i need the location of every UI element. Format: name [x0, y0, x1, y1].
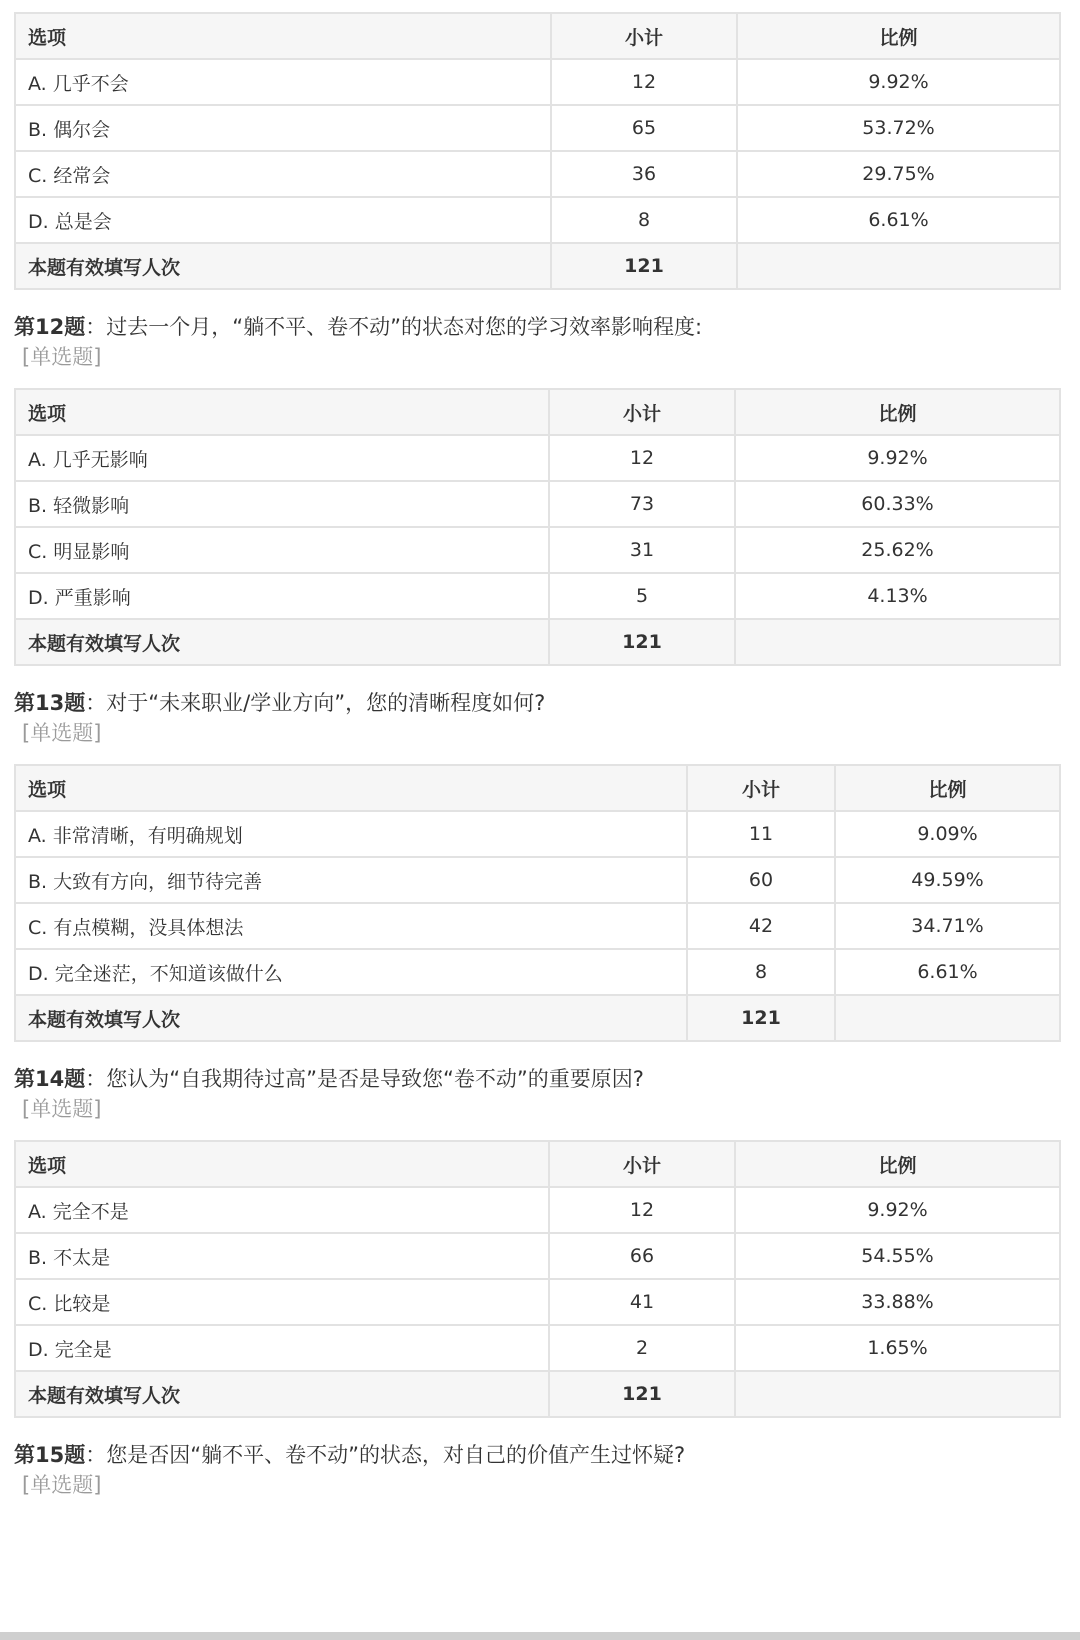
header-ratio: 比例	[735, 389, 1060, 435]
option-ratio: 33.88%	[735, 1279, 1060, 1325]
option-label: C. 经常会	[15, 151, 551, 197]
table-row	[15, 573, 1060, 619]
option-ratio: 9.92%	[737, 59, 1060, 105]
question-text: 您是否因“躺不平、卷不动”的状态，对自己的价值产生过怀疑?	[106, 1443, 686, 1467]
option-count: 36	[551, 151, 737, 197]
total-count: 121	[551, 243, 737, 289]
total-label: 本题有效填写人次	[15, 619, 549, 665]
results-table-q12	[14, 388, 1061, 666]
option-ratio: 4.13%	[735, 573, 1060, 619]
question-colon: ：	[85, 691, 107, 715]
question-text: 过去一个月，“躺不平、卷不动”的状态对您的学习效率影响程度:	[106, 315, 703, 339]
question-type: [单选题]	[22, 721, 102, 745]
option-count: 42	[687, 903, 835, 949]
table-total-row	[15, 995, 1060, 1041]
results-table-q14	[14, 1140, 1061, 1418]
option-label: D. 总是会	[15, 197, 551, 243]
option-count: 8	[551, 197, 737, 243]
option-label: C. 有点模糊，没具体想法	[15, 903, 687, 949]
table-row	[15, 1279, 1060, 1325]
question-number: 第12题	[14, 315, 86, 339]
option-ratio: 9.09%	[835, 811, 1060, 857]
question-type: [单选题]	[22, 1473, 102, 1497]
total-label: 本题有效填写人次	[15, 243, 551, 289]
total-count: 121	[549, 619, 735, 665]
option-label: D. 严重影响	[15, 573, 549, 619]
table-row	[15, 1187, 1060, 1233]
bottom-divider-bar	[0, 1632, 1080, 1640]
total-ratio-empty	[835, 995, 1060, 1041]
header-count: 小计	[549, 389, 735, 435]
option-ratio: 34.71%	[835, 903, 1060, 949]
total-ratio-empty	[735, 619, 1060, 665]
table-row	[15, 949, 1060, 995]
total-label: 本题有效填写人次	[15, 995, 687, 1041]
option-ratio: 49.59%	[835, 857, 1060, 903]
option-count: 65	[551, 105, 737, 151]
option-count: 60	[687, 857, 835, 903]
question-15	[14, 1440, 1059, 1500]
option-ratio: 29.75%	[737, 151, 1060, 197]
option-ratio: 25.62%	[735, 527, 1060, 573]
question-title	[14, 312, 1059, 342]
option-label: D. 完全迷茫，不知道该做什么	[15, 949, 687, 995]
question-12	[14, 312, 1059, 372]
question-13	[14, 688, 1059, 748]
table-row	[15, 1325, 1060, 1371]
question-title	[14, 688, 1059, 718]
question-number: 第14题	[14, 1067, 86, 1091]
question-title	[14, 1440, 1059, 1470]
total-count: 121	[687, 995, 835, 1041]
table-row	[15, 811, 1060, 857]
option-ratio: 6.61%	[737, 197, 1060, 243]
table-total-row	[15, 619, 1060, 665]
question-colon: ：	[85, 1067, 107, 1091]
table-row	[15, 527, 1060, 573]
table-header-row	[15, 13, 1060, 59]
header-option: 选项	[15, 765, 687, 811]
option-count: 73	[549, 481, 735, 527]
option-label: A. 完全不是	[15, 1187, 549, 1233]
option-ratio: 6.61%	[835, 949, 1060, 995]
question-colon: ：	[85, 315, 107, 339]
header-ratio: 比例	[737, 13, 1060, 59]
results-table-q11	[14, 12, 1061, 290]
header-count: 小计	[551, 13, 737, 59]
table-header-row	[15, 1141, 1060, 1187]
option-ratio: 1.65%	[735, 1325, 1060, 1371]
survey-results	[14, 12, 1059, 1516]
question-number: 第15题	[14, 1443, 86, 1467]
header-ratio: 比例	[735, 1141, 1060, 1187]
option-label: A. 非常清晰，有明确规划	[15, 811, 687, 857]
table-row	[15, 151, 1060, 197]
question-text: 您认为“自我期待过高”是否是导致您“卷不动”的重要原因?	[106, 1067, 644, 1091]
option-ratio: 54.55%	[735, 1233, 1060, 1279]
table-row	[15, 903, 1060, 949]
header-count: 小计	[549, 1141, 735, 1187]
option-label: B. 轻微影响	[15, 481, 549, 527]
header-option: 选项	[15, 389, 549, 435]
option-label: B. 不太是	[15, 1233, 549, 1279]
question-text: 对于“未来职业/学业方向”，您的清晰程度如何?	[106, 691, 546, 715]
table-row	[15, 1233, 1060, 1279]
question-14	[14, 1064, 1059, 1124]
option-count: 12	[549, 435, 735, 481]
option-ratio: 9.92%	[735, 1187, 1060, 1233]
table-total-row	[15, 243, 1060, 289]
table-row	[15, 105, 1060, 151]
header-count: 小计	[687, 765, 835, 811]
table-header-row	[15, 389, 1060, 435]
option-label: B. 大致有方向，细节待完善	[15, 857, 687, 903]
header-ratio: 比例	[835, 765, 1060, 811]
question-title	[14, 1064, 1059, 1094]
table-row	[15, 435, 1060, 481]
table-header-row	[15, 765, 1060, 811]
option-label: B. 偶尔会	[15, 105, 551, 151]
option-label: D. 完全是	[15, 1325, 549, 1371]
total-label: 本题有效填写人次	[15, 1371, 549, 1417]
total-count: 121	[549, 1371, 735, 1417]
option-label: C. 明显影响	[15, 527, 549, 573]
table-row	[15, 197, 1060, 243]
option-count: 12	[551, 59, 737, 105]
option-ratio: 60.33%	[735, 481, 1060, 527]
option-count: 41	[549, 1279, 735, 1325]
question-type: [单选题]	[22, 1097, 102, 1121]
option-count: 31	[549, 527, 735, 573]
option-ratio: 53.72%	[737, 105, 1060, 151]
question-type: [单选题]	[22, 345, 102, 369]
option-label: A. 几乎无影响	[15, 435, 549, 481]
option-ratio: 9.92%	[735, 435, 1060, 481]
question-colon: ：	[85, 1443, 107, 1467]
header-option: 选项	[15, 13, 551, 59]
option-label: A. 几乎不会	[15, 59, 551, 105]
table-row	[15, 59, 1060, 105]
results-table-q13	[14, 764, 1061, 1042]
option-count: 5	[549, 573, 735, 619]
question-number: 第13题	[14, 691, 86, 715]
total-ratio-empty	[737, 243, 1060, 289]
option-count: 66	[549, 1233, 735, 1279]
total-ratio-empty	[735, 1371, 1060, 1417]
option-count: 8	[687, 949, 835, 995]
option-count: 12	[549, 1187, 735, 1233]
header-option: 选项	[15, 1141, 549, 1187]
option-count: 11	[687, 811, 835, 857]
table-row	[15, 857, 1060, 903]
option-label: C. 比较是	[15, 1279, 549, 1325]
table-total-row	[15, 1371, 1060, 1417]
table-row	[15, 481, 1060, 527]
option-count: 2	[549, 1325, 735, 1371]
